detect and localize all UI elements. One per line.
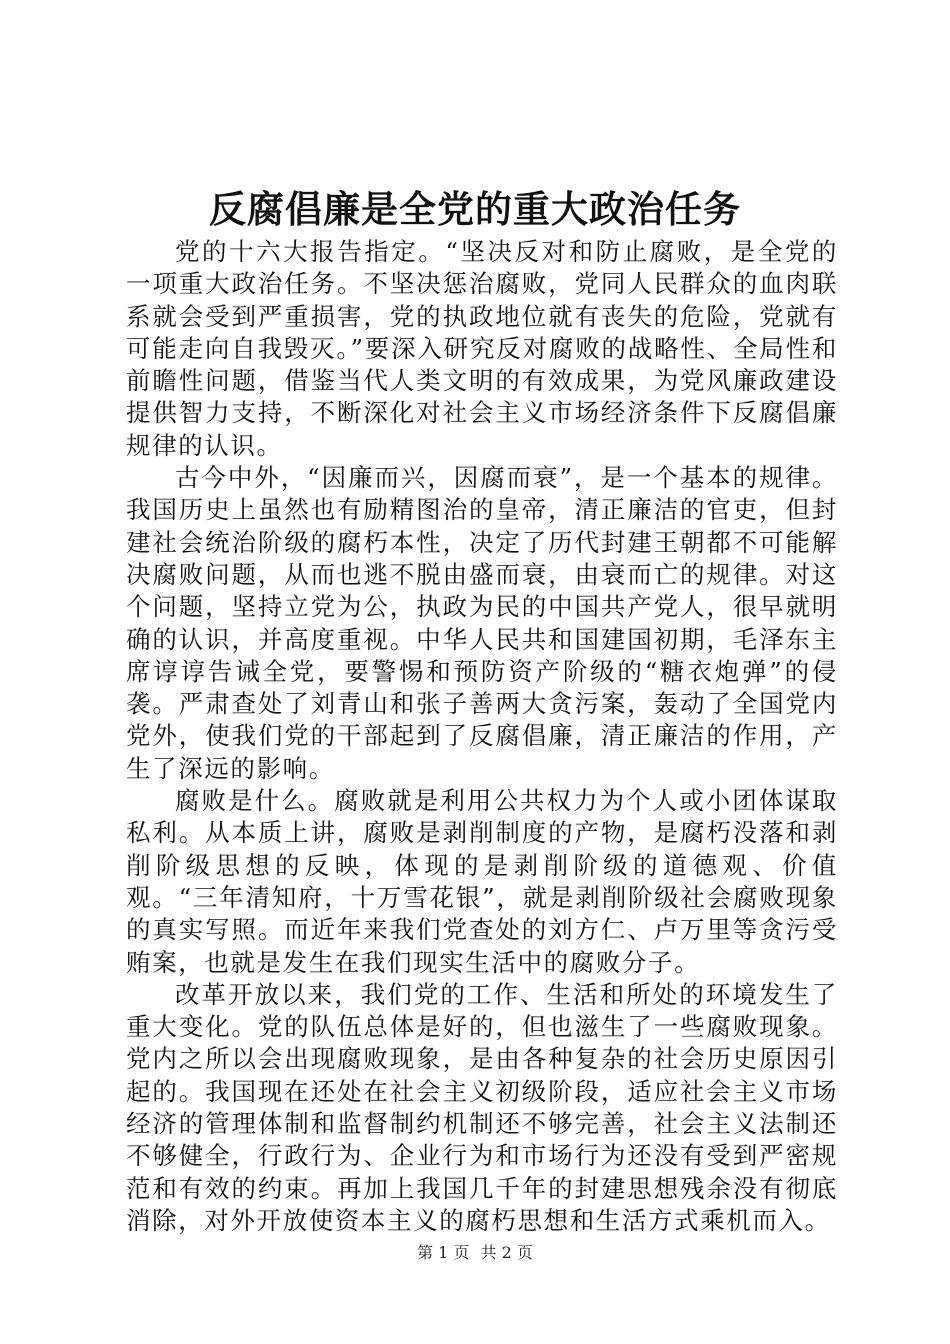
paragraph-3: 腐败是什么。腐败就是利用公共权力为个人或小团体谋取私利。从本质上讲，腐败是剥削制度的产物，是腐朽没落和剥削阶级思想的反映，体现的是剥削阶级的道德观、价值观。“三年清知府，十万雪花银”，就是剥削阶级社会腐败现象的真实写照。而近年来我们党查处的刘方仁、卢万里等贪污受贿案，也就是发生在我们现实生活中的腐败分子。 <box>126 786 838 977</box>
page-footer <box>0 1243 950 1263</box>
page-total: 共 2 页 <box>480 1243 533 1262</box>
paragraph-4: 改革开放以来，我们党的工作、生活和所处的环境发生了重大变化。党的队伍总体是好的，但也滋生了一些腐败现象。党内之所以会出现腐败现象，是由各种复杂的社会历史原因引起的。我国现在还处在社会主义初级阶段，适应社会主义市场经济的管理体制和监督制约机制还不够完善，社会主义法制还不够健全，行政行为、企业行为和市场行为还没有受到严密规范和有效的约束。再加上我国几千年的封建思想残余没有彻底消除，对外开放使资本主义的腐朽思想和生活方式乘机而入。 <box>126 979 838 1235</box>
document-body <box>126 236 838 1237</box>
paragraph-2: 古今中外，“因廉而兴，因腐而衰”，是一个基本的规律。我国历史上虽然也有励精图治的皇帝，清正廉洁的官吏，但封建社会统治阶级的腐朽本性，决定了历代封建王朝都不可能解决腐败问题，从而也逃不脱由盛而衰，由衰而亡的规律。对这个问题，坚持立党为公，执政为民的中国共产党人，很早就明确的认识，并高度重视。中华人民共和国建国初期，毛泽东主席谆谆告诫全党，要警惕和预防资产阶级的“糖衣炮弹”的侵袭。严肃查处了刘青山和张子善两大贪污案，轰动了全国党内党外，使我们党的干部起到了反腐倡廉，清正廉洁的作用，产生了深远的影响。 <box>126 463 838 783</box>
page-number: 第 1 页 <box>417 1243 470 1262</box>
document-title: 反腐倡廉是全党的重大政治任务 <box>209 187 741 231</box>
paragraph-1: 党的十六大报告指定。“坚决反对和防止腐败，是全党的一项重大政治任务。不坚决惩治腐败，党同人民群众的血肉联系就会受到严重损害，党的执政地位就有丧失的危险，党就有可能走向自我毁灭。”要深入研究反对腐败的战略性、全局性和前瞻性问题，借鉴当代人类文明的有效成果，为党风廉政建设提供智力支持，不断深化对社会主义市场经济条件下反腐倡廉规律的认识。 <box>126 237 838 460</box>
